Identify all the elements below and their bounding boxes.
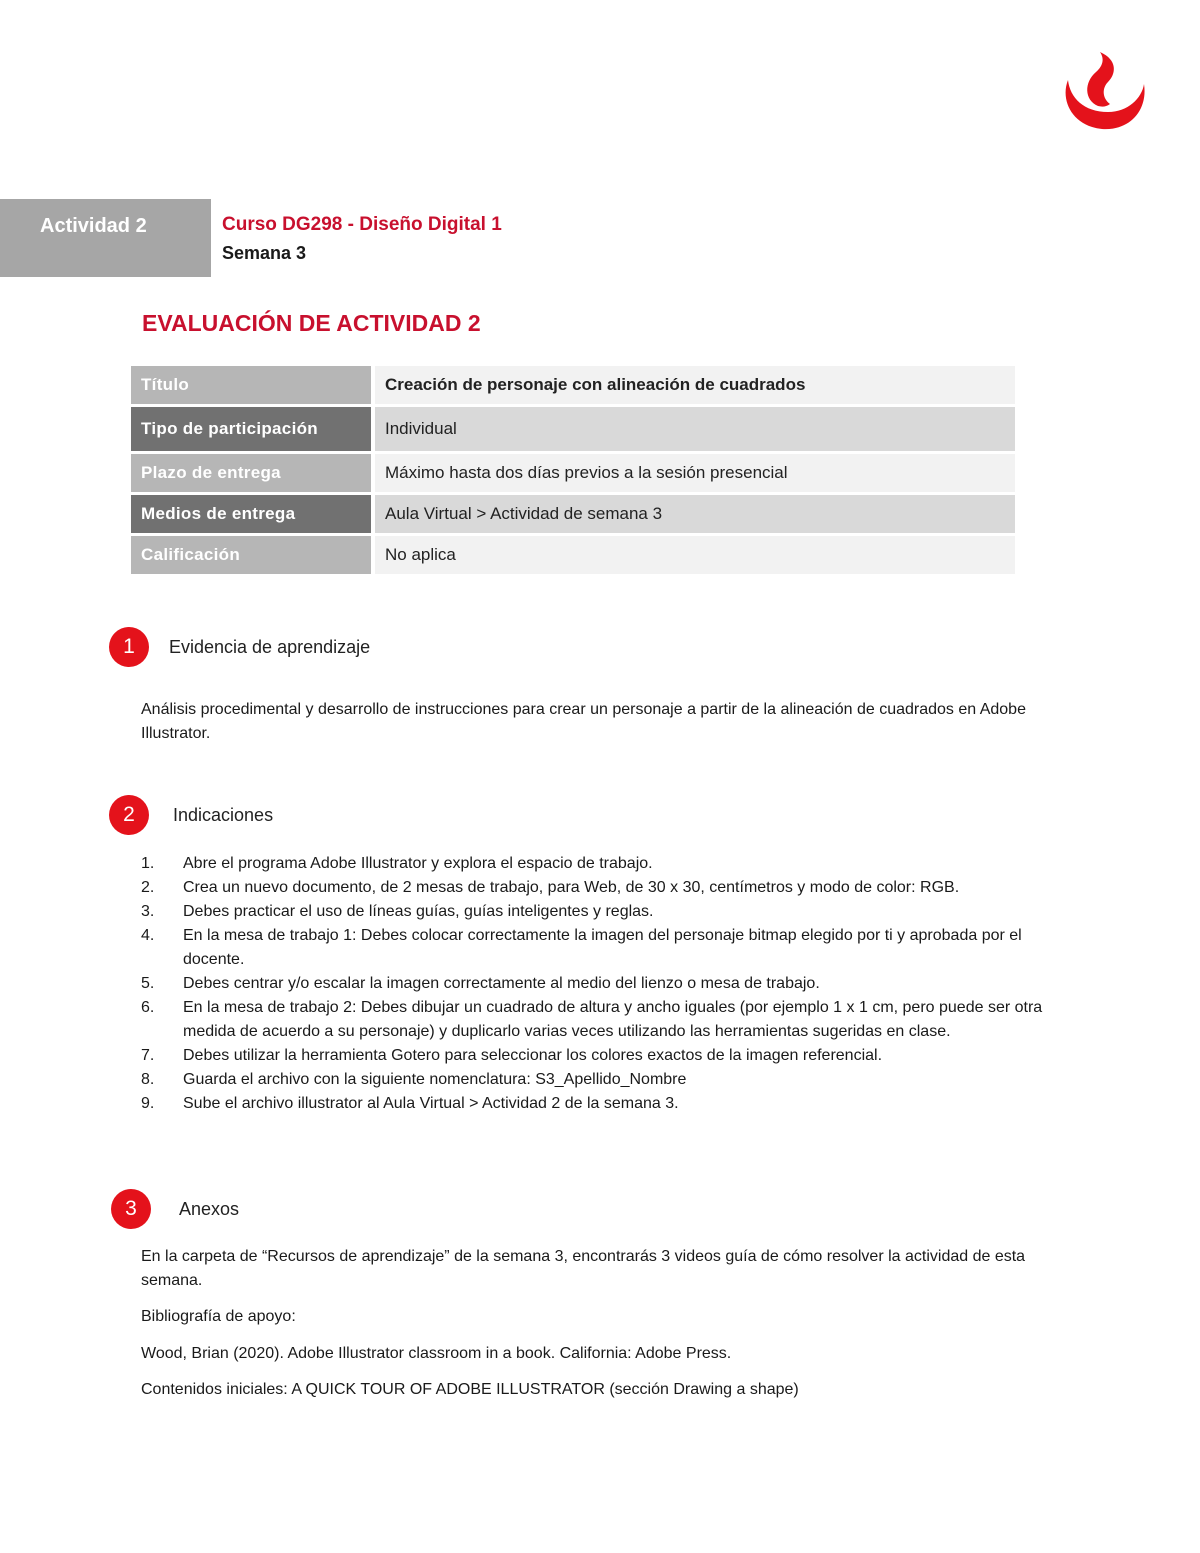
list-item (141, 996, 1071, 1044)
list-item (141, 924, 1071, 972)
step-number: 2. (141, 879, 155, 896)
section-indicaciones-header (109, 795, 273, 835)
activity-label: Actividad 2 (0, 199, 211, 277)
bibliography-reference: Wood, Brian (2020). Adobe Illustrator classroom in a book. California: Adobe Press. (141, 1345, 732, 1362)
upc-flame-logo-icon (1058, 52, 1150, 132)
list-item (141, 972, 1071, 996)
section-number-badge: 1 (109, 627, 149, 667)
section-anexos-header (111, 1189, 239, 1229)
step-text: Debes practicar el uso de líneas guías, guías inteligentes y reglas. (183, 903, 654, 920)
section-title: Anexos (179, 1198, 240, 1219)
bibliography-label: Bibliografía de apoyo: (141, 1308, 296, 1325)
row-value: Creación de personaje con alineación de cuadrados (375, 366, 1015, 404)
table-row (131, 407, 1015, 451)
step-number: 1. (141, 855, 155, 872)
table-row (131, 366, 1015, 404)
row-value: No aplica (375, 536, 1015, 574)
list-item (141, 1068, 1071, 1092)
initial-contents: Contenidos iniciales: A QUICK TOUR OF ADOBE ILLUSTRATOR (sección Drawing a shape) (141, 1381, 799, 1398)
step-number: 9. (141, 1095, 155, 1112)
row-label: Calificación (131, 536, 371, 574)
row-label: Tipo de participación (131, 407, 371, 451)
evaluation-title: EVALUACIÓN DE ACTIVIDAD 2 (142, 310, 481, 336)
step-text: Guarda el archivo con la siguiente nomenclatura: S3_Apellido_Nombre (183, 1071, 687, 1088)
row-value: Aula Virtual > Actividad de semana 3 (375, 495, 1015, 533)
step-text: Crea un nuevo documento, de 2 mesas de trabajo, para Web, de 30 x 30, centímetros y modo de color: RGB. (183, 879, 960, 896)
step-text: Debes centrar y/o escalar la imagen correctamente al medio del lienzo o mesa de trabajo. (183, 975, 820, 992)
step-text: Debes utilizar la herramienta Gotero para seleccionar los colores exactos de la imagen referencial. (183, 1047, 883, 1064)
table-row (131, 495, 1015, 533)
course-title: Curso DG298 - Diseño Digital 1 (222, 214, 502, 235)
step-number: 8. (141, 1071, 155, 1088)
anexos-text: En la carpeta de “Recursos de aprendizaje” de la semana 3, encontrarás 3 videos guía de cómo resolver la actividad de esta semana. (141, 1248, 1026, 1289)
row-label: Plazo de entrega (131, 454, 371, 492)
step-number: 4. (141, 927, 155, 944)
step-number: 3. (141, 903, 155, 920)
section-title: Evidencia de aprendizaje (169, 636, 371, 657)
table-row (131, 536, 1015, 574)
section-evidencia-header (109, 627, 370, 667)
list-item (141, 900, 1071, 924)
table-row (131, 454, 1015, 492)
activity-info-table (131, 366, 1015, 577)
section-number-badge: 3 (111, 1189, 151, 1229)
list-item (141, 1092, 1071, 1116)
list-item (141, 852, 1071, 876)
list-item (141, 876, 1071, 900)
step-text: Sube el archivo illustrator al Aula Virtual > Actividad 2 de la semana 3. (183, 1095, 679, 1112)
step-text: En la mesa de trabajo 2: Debes dibujar un cuadrado de altura y ancho iguales (por ejemplo 1 x 1 cm, pero puede ser otra medida de acuerdo a su personaje) y duplicarlo varias veces utilizando las herramientas sugeridas en clase. (183, 999, 1043, 1040)
step-number: 7. (141, 1047, 155, 1064)
list-item (141, 1044, 1071, 1068)
step-number: 6. (141, 999, 155, 1016)
course-week: Semana 3 (222, 243, 307, 263)
section-number-badge: 2 (109, 795, 149, 835)
step-text: Abre el programa Adobe Illustrator y explora el espacio de trabajo. (183, 855, 653, 872)
instructions-list (141, 852, 1071, 1116)
row-label: Título (131, 366, 371, 404)
row-label: Medios de entrega (131, 495, 371, 533)
row-value: Máximo hasta dos días previos a la sesión presencial (375, 454, 1015, 492)
evidencia-text: Análisis procedimental y desarrollo de instrucciones para crear un personaje a partir de la alineación de cuadrados en Adobe Illustrator. (141, 701, 1026, 742)
row-value: Individual (375, 407, 1015, 451)
section-title: Indicaciones (173, 804, 274, 825)
step-number: 5. (141, 975, 155, 992)
step-text: En la mesa de trabajo 1: Debes colocar correctamente la imagen del personaje bitmap elegido por ti y aprobada por el docente. (183, 927, 1022, 968)
